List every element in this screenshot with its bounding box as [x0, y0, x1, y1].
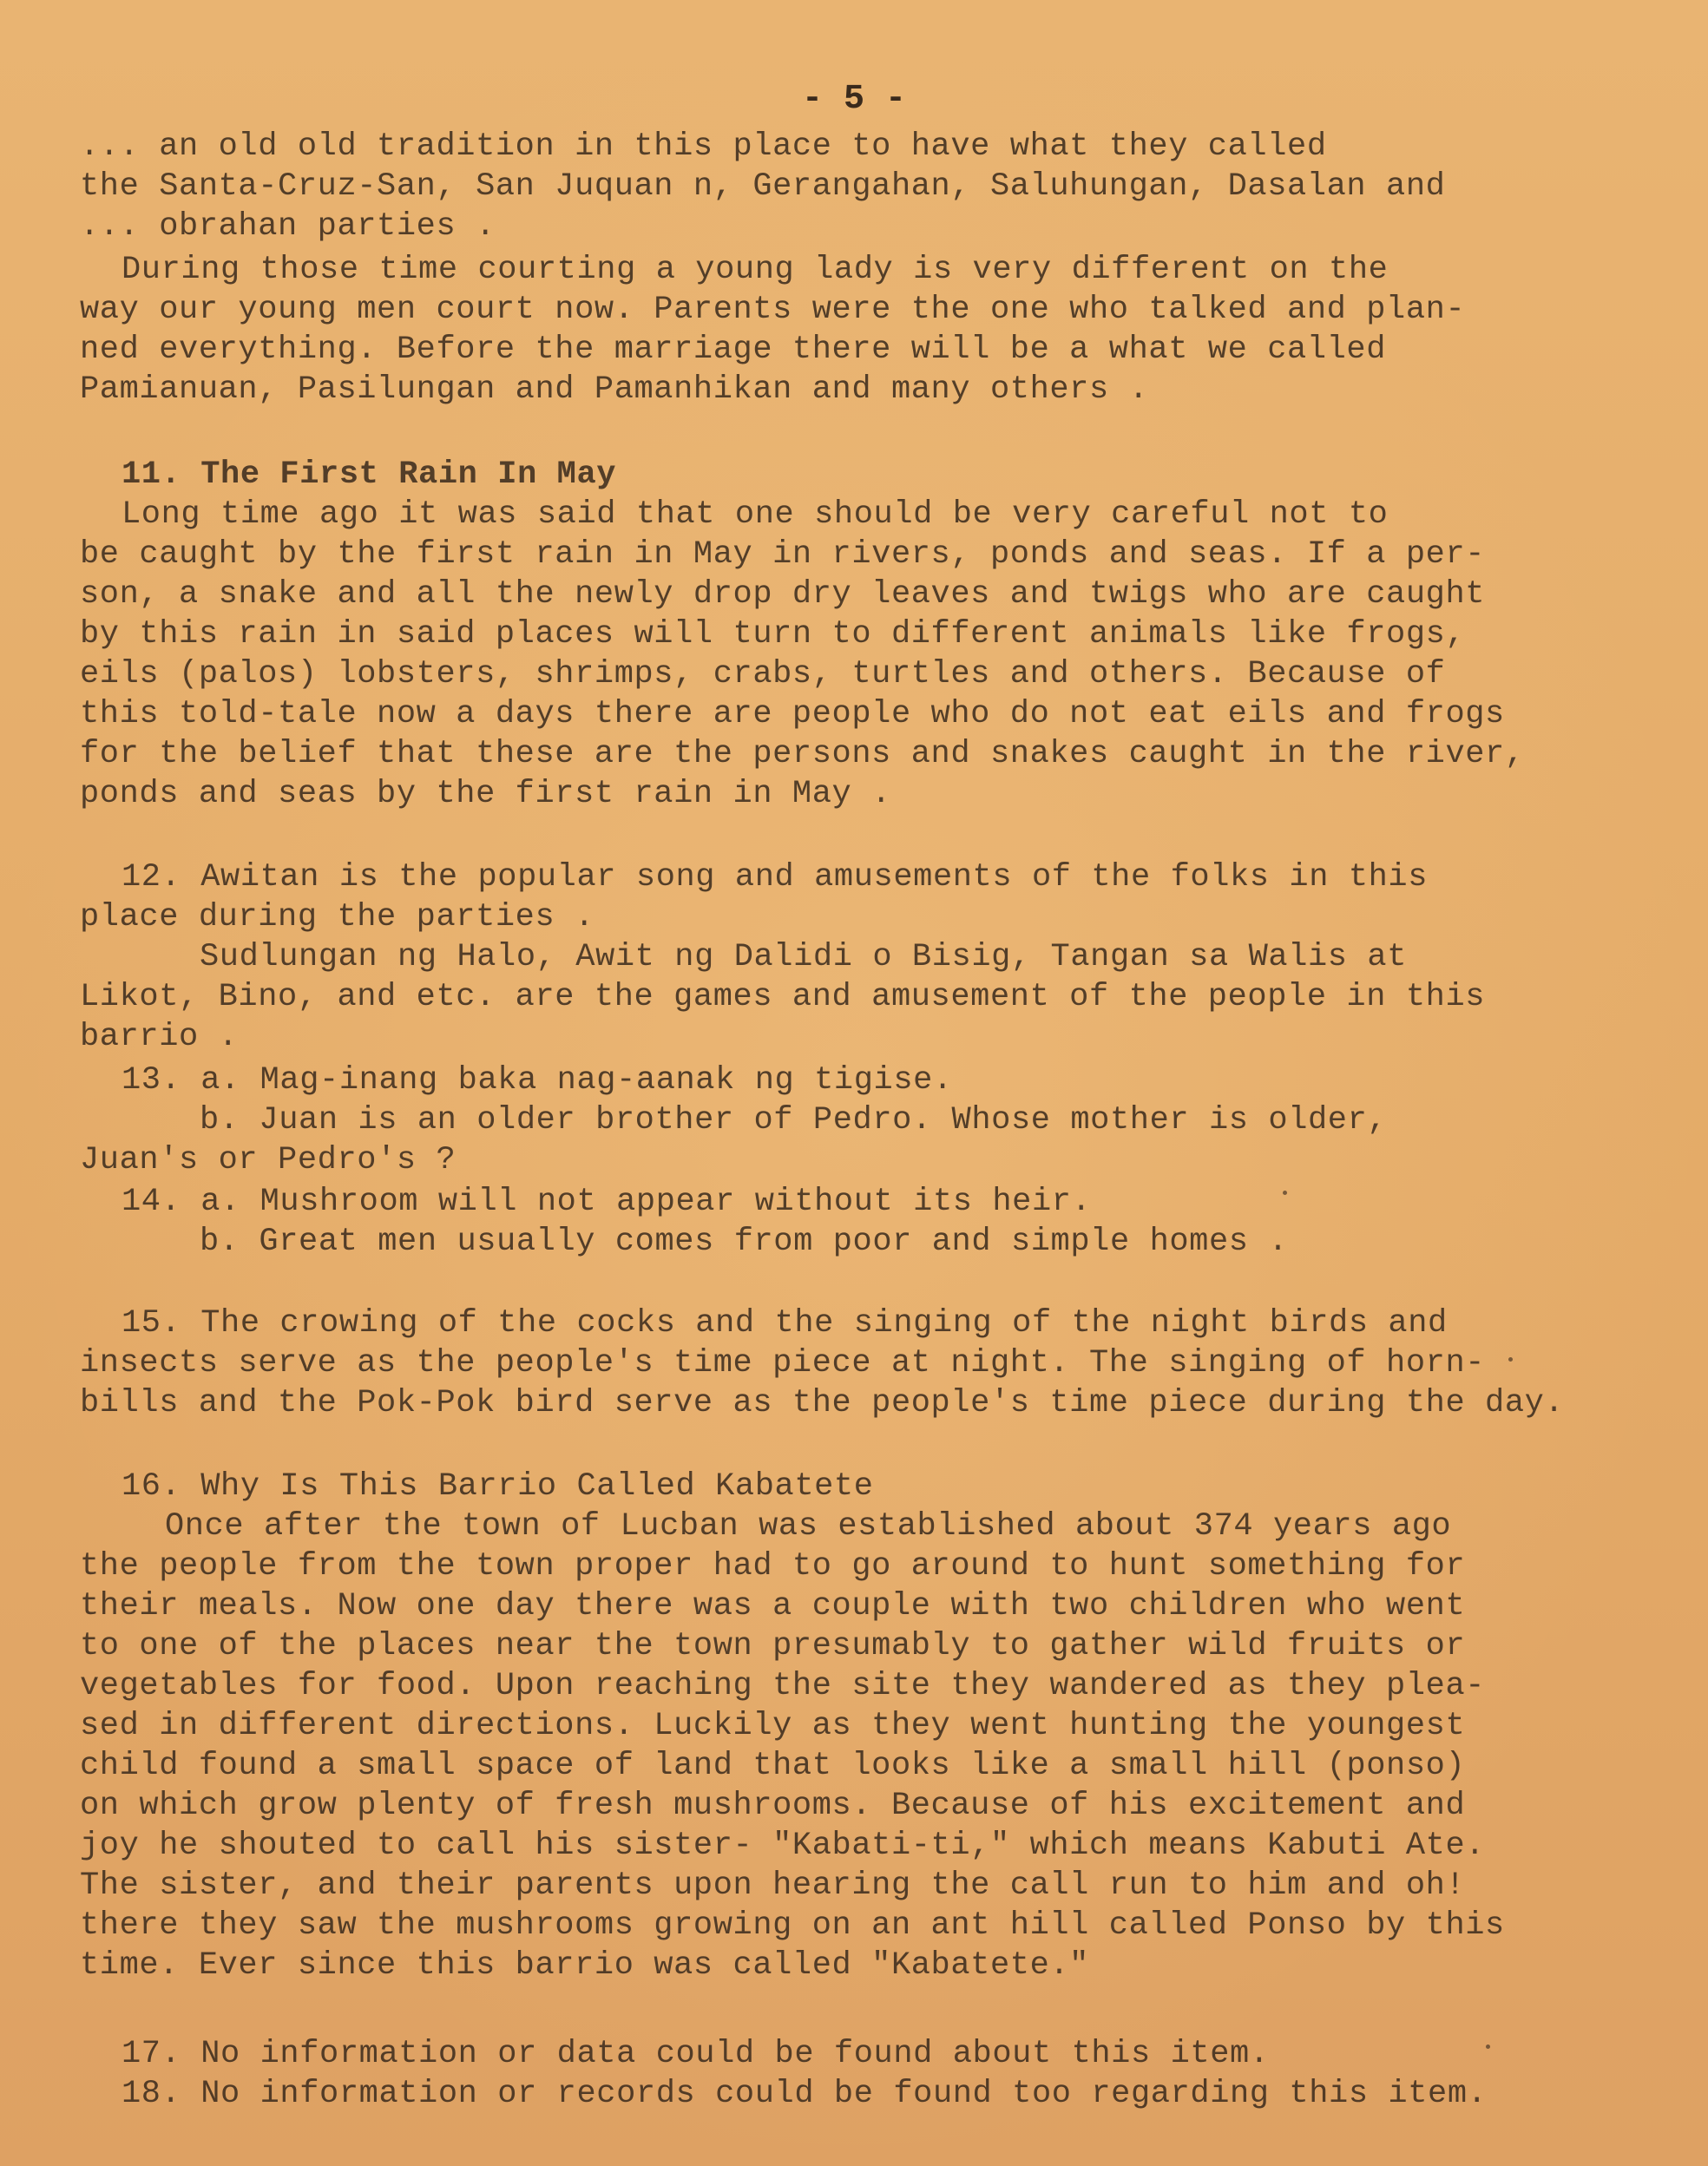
text-line: son, a snake and all the newly drop dry leaves and twigs who are caught: [80, 576, 1486, 613]
text-line: 12. Awitan is the popular song and amusements of the folks in this: [122, 859, 1429, 896]
text-line: 14. a. Mushroom will not appear without its heir.: [122, 1184, 1092, 1220]
text-line: Long time ago it was said that one should be very careful not to: [122, 496, 1389, 533]
text-line: Pamianuan, Pasilungan and Pamanhikan and many others .: [80, 371, 1149, 408]
text-line: The sister, and their parents upon hearing the call run to him and oh!: [80, 1867, 1466, 1904]
text-line: for the belief that these are the persons and snakes caught in the river,: [80, 736, 1525, 772]
text-line: ned everything. Before the marriage there will be a what we called: [80, 331, 1387, 368]
page-number: - 5 -: [801, 80, 907, 119]
text-line: eils (palos) lobsters, shrimps, crabs, turtles and others. Because of: [80, 656, 1446, 692]
text-line: During those time courting a young lady is very different on the: [122, 252, 1389, 288]
text-line: b. Juan is an older brother of Pedro. Whose mother is older,: [200, 1102, 1388, 1139]
text-line: time. Ever since this barrio was called "Kabatete.": [80, 1947, 1089, 1984]
text-line: 18. No information or records could be found too regarding this item.: [122, 2076, 1488, 2112]
text-line: barrio .: [80, 1019, 239, 1055]
text-line: Likot, Bino, and etc. are the games and amusement of the people in this: [80, 979, 1486, 1015]
text-line: child found a small space of land that looks like a small hill (ponso): [80, 1748, 1466, 1784]
text-line: their meals. Now one day there was a couple with two children who went: [80, 1588, 1466, 1624]
section-heading: 16. Why Is This Barrio Called Kabatete: [122, 1468, 874, 1505]
text-line: the people from the town proper had to go around to hunt something for: [80, 1548, 1466, 1585]
text-line: by this rain in said places will turn to different animals like frogs,: [80, 616, 1466, 653]
text-line: ... an old old tradition in this place to have what they called: [80, 128, 1327, 165]
speck-mark: [1486, 2045, 1490, 2049]
text-line: joy he shouted to call his sister- "Kabati-ti," which means Kabuti Ate.: [80, 1828, 1486, 1864]
text-line: there they saw the mushrooms growing on an ant hill called Ponso by this: [80, 1907, 1505, 1944]
text-line: 15. The crowing of the cocks and the singing of the night birds and: [122, 1305, 1448, 1342]
text-line: insects serve as the people's time piece at night. The singing of horn-: [80, 1345, 1486, 1382]
text-line: this told-tale now a days there are people who do not eat eils and frogs: [80, 696, 1505, 732]
text-line: ponds and seas by the first rain in May .: [80, 776, 891, 812]
text-line: the Santa-Cruz-San, San Juquan n, Gerangahan, Saluhungan, Dasalan and: [80, 168, 1446, 205]
text-line: on which grow plenty of fresh mushrooms. Because of his excitement and: [80, 1788, 1466, 1824]
text-line: be caught by the first rain in May in rivers, ponds and seas. If a per-: [80, 536, 1486, 573]
text-line: Sudlungan ng Halo, Awit ng Dalidi o Bisig, Tangan sa Walis at: [200, 939, 1408, 975]
text-line: 17. No information or data could be found about this item.: [122, 2036, 1270, 2072]
text-line: ... obrahan parties .: [80, 208, 496, 245]
text-line: to one of the places near the town presumably to gather wild fruits or: [80, 1628, 1466, 1664]
text-line: place during the parties .: [80, 899, 595, 935]
section-heading: 11. The First Rain In May: [122, 456, 617, 493]
speck-mark: [1508, 1357, 1513, 1362]
text-line: Juan's or Pedro's ?: [80, 1142, 457, 1178]
text-line: sed in different directions. Luckily as they went hunting the youngest: [80, 1708, 1466, 1744]
text-line: way our young men court now. Parents were the one who talked and plan-: [80, 292, 1466, 328]
speck-mark: [1283, 1191, 1287, 1195]
text-line: Once after the town of Lucban was established about 374 years ago: [165, 1508, 1452, 1545]
text-line: vegetables for food. Upon reaching the site they wandered as they plea-: [80, 1668, 1486, 1704]
text-line: b. Great men usually comes from poor and simple homes .: [200, 1224, 1289, 1260]
text-line: 13. a. Mag-inang baka nag-aanak ng tigise.: [122, 1062, 953, 1099]
text-line: bills and the Pok-Pok bird serve as the people's time piece during the day.: [80, 1385, 1565, 1421]
